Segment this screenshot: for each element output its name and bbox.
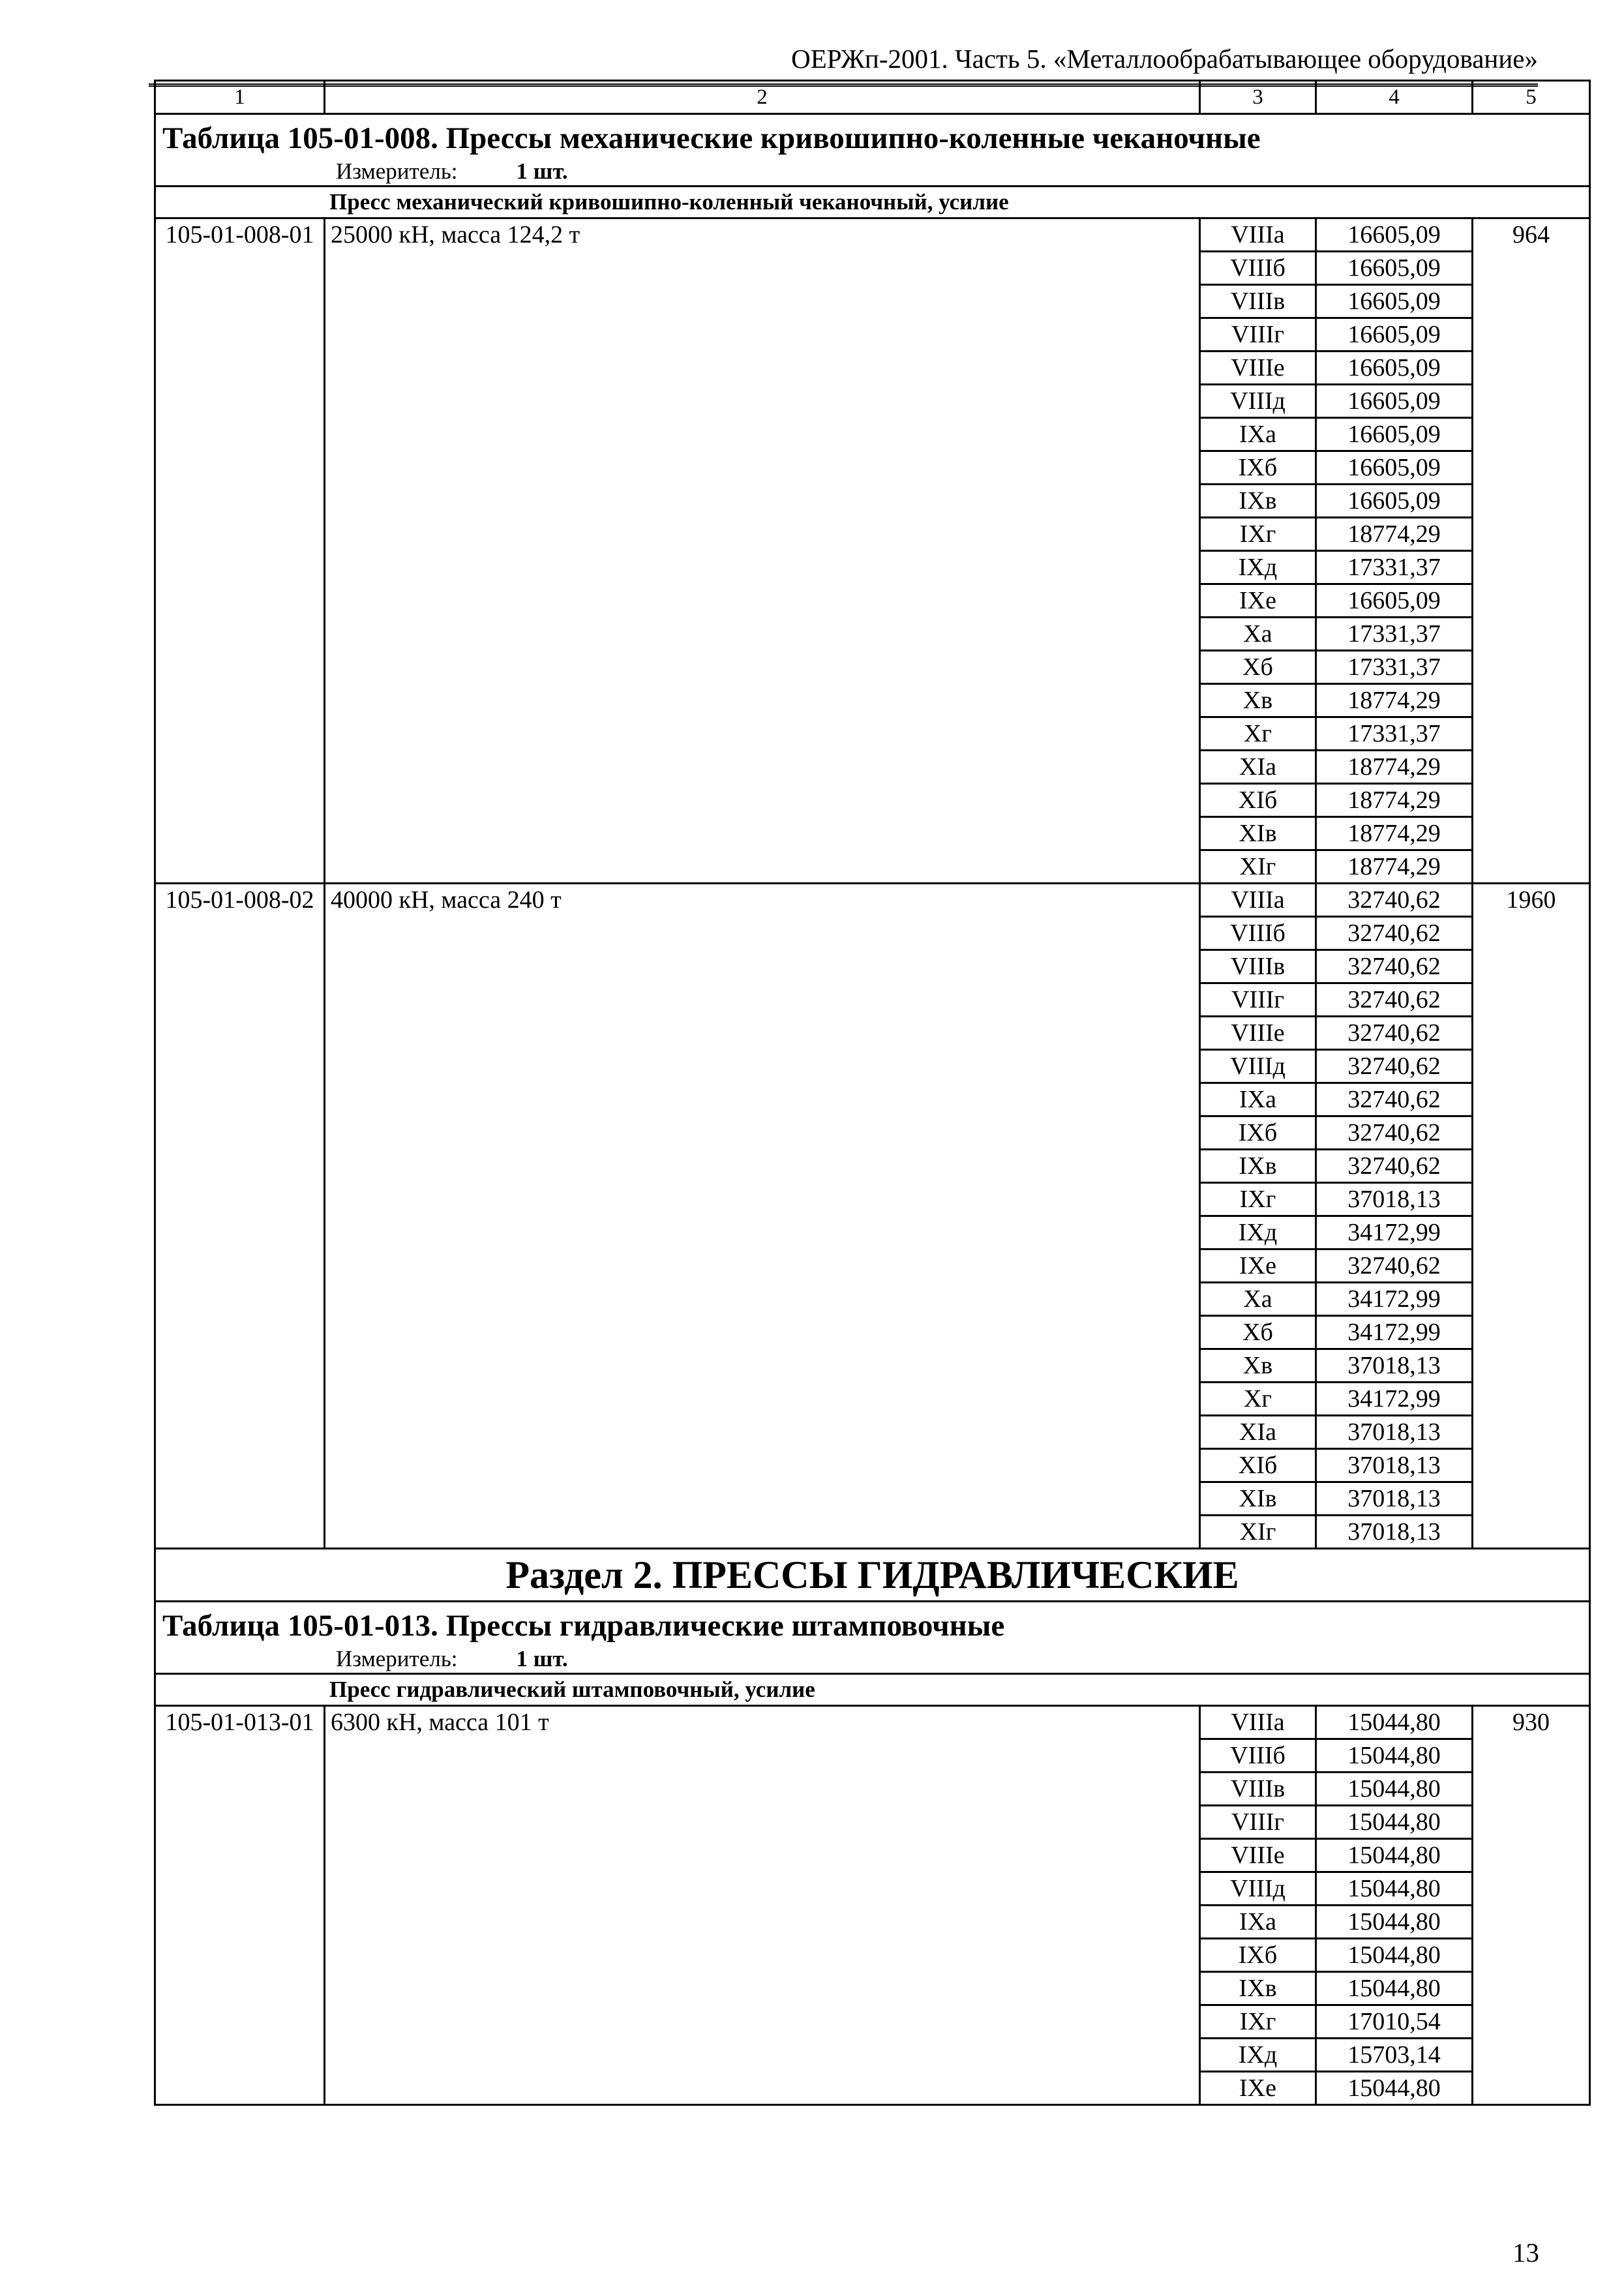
price-value: 16605,09 (1316, 485, 1473, 518)
price-value: 32740,62 (1316, 950, 1473, 983)
region-zone: XIа (1200, 751, 1316, 784)
section-title: Раздел 2. ПРЕССЫ ГИДРАВЛИЧЕСКИЕ (155, 1549, 1590, 1602)
table-title: Таблица 105-01-008. Прессы механические кривошипно-коленные чеканочные (162, 121, 1261, 155)
column-number: 3 (1200, 81, 1316, 114)
region-zone: IXе (1200, 584, 1316, 618)
region-zone: IXв (1200, 1150, 1316, 1183)
region-zone: IXа (1200, 1906, 1316, 1939)
region-zone: XIб (1200, 1449, 1316, 1482)
region-zone: XIв (1200, 1482, 1316, 1516)
region-zone: IXб (1200, 1939, 1316, 1972)
group-label: Пресс механический кривошипно-коленный чеканочный, усилие (155, 187, 1590, 218)
price-value: 16605,09 (1316, 318, 1473, 352)
price-value: 32740,62 (1316, 917, 1473, 950)
column-number-row (155, 81, 1590, 114)
region-zone: XIб (1200, 784, 1316, 817)
price-value: 15044,80 (1316, 1739, 1473, 1773)
price-value: 16605,09 (1316, 385, 1473, 418)
region-zone: Xб (1200, 1316, 1316, 1349)
group-label: Пресс гидравлический штамповочный, усилие (155, 1674, 1590, 1706)
price-value: 34172,99 (1316, 1316, 1473, 1349)
region-zone: VIIIб (1200, 917, 1316, 950)
table-row (155, 1706, 1590, 1739)
price-value: 17331,37 (1316, 717, 1473, 751)
region-zone: IXг (1200, 1183, 1316, 1216)
item-description: 40000 кН, масса 240 т (325, 884, 1200, 1549)
table-row (155, 218, 1590, 252)
price-value: 37018,13 (1316, 1183, 1473, 1216)
item-mass: 964 (1473, 218, 1590, 884)
region-zone: VIIIг (1200, 983, 1316, 1017)
item-code: 105-01-013-01 (155, 1706, 325, 2105)
price-value: 32740,62 (1316, 983, 1473, 1017)
region-zone: VIIIг (1200, 318, 1316, 352)
item-description: 25000 кН, масса 124,2 т (325, 218, 1200, 884)
table-title-row (155, 114, 1590, 187)
price-value: 18774,29 (1316, 684, 1473, 717)
price-value: 15044,80 (1316, 1872, 1473, 1906)
region-zone: VIIIе (1200, 1839, 1316, 1872)
region-zone: VIIIб (1200, 252, 1316, 285)
region-zone: IXв (1200, 485, 1316, 518)
price-value: 15044,80 (1316, 2072, 1473, 2105)
region-zone: VIIIв (1200, 950, 1316, 983)
price-value: 15044,80 (1316, 1939, 1473, 1972)
price-value: 16605,09 (1316, 418, 1473, 451)
region-zone: VIIIа (1200, 1706, 1316, 1739)
price-value: 15044,80 (1316, 1706, 1473, 1739)
table-title-cell (155, 114, 1590, 187)
section-row (155, 1549, 1590, 1602)
price-value: 34172,99 (1316, 1383, 1473, 1416)
price-value: 32740,62 (1316, 1017, 1473, 1050)
item-code: 105-01-008-01 (155, 218, 325, 884)
price-value: 18774,29 (1316, 518, 1473, 551)
region-zone: VIIIд (1200, 385, 1316, 418)
price-value: 32740,62 (1316, 1150, 1473, 1183)
price-value: 16605,09 (1316, 285, 1473, 318)
region-zone: VIIIв (1200, 1773, 1316, 1806)
group-row (155, 187, 1590, 218)
region-zone: Xг (1200, 1383, 1316, 1416)
price-value: 18774,29 (1316, 817, 1473, 850)
item-mass: 930 (1473, 1706, 1590, 2105)
region-zone: VIIIе (1200, 352, 1316, 385)
region-zone: IXа (1200, 418, 1316, 451)
price-value: 37018,13 (1316, 1482, 1473, 1516)
price-table (154, 80, 1591, 2106)
table-title-cell (155, 1602, 1590, 1674)
unit-line (336, 158, 1589, 185)
unit-value: 1 шт. (516, 158, 568, 184)
price-value: 34172,99 (1316, 1216, 1473, 1249)
region-zone: IXб (1200, 1116, 1316, 1150)
region-zone: VIIIе (1200, 1017, 1316, 1050)
price-value: 37018,13 (1316, 1349, 1473, 1383)
table-title-row (155, 1602, 1590, 1674)
price-value: 37018,13 (1316, 1516, 1473, 1549)
column-number: 4 (1316, 81, 1473, 114)
region-zone: Xа (1200, 1283, 1316, 1316)
table-row (155, 884, 1590, 917)
region-zone: IXд (1200, 1216, 1316, 1249)
price-value: 15044,80 (1316, 1773, 1473, 1806)
page-header: ОЕРЖп-2001. Часть 5. «Металлообрабатывающее оборудование» (149, 34, 1538, 87)
item-code: 105-01-008-02 (155, 884, 325, 1549)
region-zone: XIг (1200, 1516, 1316, 1549)
price-value: 18774,29 (1316, 751, 1473, 784)
price-value: 15703,14 (1316, 2039, 1473, 2072)
item-mass: 1960 (1473, 884, 1590, 1549)
price-value: 16605,09 (1316, 252, 1473, 285)
region-zone: VIIIд (1200, 1872, 1316, 1906)
price-value: 37018,13 (1316, 1449, 1473, 1482)
region-zone: VIIIа (1200, 218, 1316, 252)
price-value: 37018,13 (1316, 1416, 1473, 1449)
price-value: 15044,80 (1316, 1906, 1473, 1939)
region-zone: XIг (1200, 850, 1316, 884)
column-number: 2 (325, 81, 1200, 114)
region-zone: Xб (1200, 651, 1316, 684)
region-zone: IXе (1200, 2072, 1316, 2105)
region-zone: VIIIг (1200, 1806, 1316, 1839)
column-number: 5 (1473, 81, 1590, 114)
region-zone: IXе (1200, 1249, 1316, 1283)
price-value: 15044,80 (1316, 1972, 1473, 2005)
region-zone: VIIIб (1200, 1739, 1316, 1773)
table-title: Таблица 105-01-013. Прессы гидравлические штамповочные (162, 1609, 1005, 1643)
page-number: 13 (1512, 2237, 1539, 2267)
region-zone: IXг (1200, 2005, 1316, 2039)
price-value: 18774,29 (1316, 784, 1473, 817)
region-zone: IXа (1200, 1083, 1316, 1116)
region-zone: IXг (1200, 518, 1316, 551)
price-value: 16605,09 (1316, 451, 1473, 485)
table-body (155, 114, 1590, 2105)
price-value: 17331,37 (1316, 551, 1473, 584)
price-value: 32740,62 (1316, 1249, 1473, 1283)
unit-line (336, 1645, 1589, 1673)
region-zone: IXд (1200, 551, 1316, 584)
price-value: 16605,09 (1316, 584, 1473, 618)
price-value: 32740,62 (1316, 1083, 1473, 1116)
price-value: 16605,09 (1316, 218, 1473, 252)
region-zone: IXв (1200, 1972, 1316, 2005)
column-number: 1 (155, 81, 325, 114)
price-value: 17010,54 (1316, 2005, 1473, 2039)
region-zone: IXд (1200, 2039, 1316, 2072)
price-value: 32740,62 (1316, 1116, 1473, 1150)
group-row (155, 1674, 1590, 1706)
price-value: 17331,37 (1316, 651, 1473, 684)
region-zone: XIв (1200, 817, 1316, 850)
region-zone: VIIIд (1200, 1050, 1316, 1083)
price-value: 34172,99 (1316, 1283, 1473, 1316)
price-value: 17331,37 (1316, 618, 1473, 651)
region-zone: Xв (1200, 684, 1316, 717)
region-zone: VIIIв (1200, 285, 1316, 318)
price-value: 18774,29 (1316, 850, 1473, 884)
unit-label: Измеритель: (336, 1646, 458, 1671)
unit-value: 1 шт. (516, 1646, 568, 1671)
region-zone: Xг (1200, 717, 1316, 751)
unit-label: Измеритель: (336, 158, 458, 184)
item-description: 6300 кН, масса 101 т (325, 1706, 1200, 2105)
price-value: 15044,80 (1316, 1806, 1473, 1839)
region-zone: VIIIа (1200, 884, 1316, 917)
region-zone: Xа (1200, 618, 1316, 651)
region-zone: Xв (1200, 1349, 1316, 1383)
price-value: 15044,80 (1316, 1839, 1473, 1872)
region-zone: XIа (1200, 1416, 1316, 1449)
price-value: 32740,62 (1316, 884, 1473, 917)
region-zone: IXб (1200, 451, 1316, 485)
price-value: 16605,09 (1316, 352, 1473, 385)
price-value: 32740,62 (1316, 1050, 1473, 1083)
